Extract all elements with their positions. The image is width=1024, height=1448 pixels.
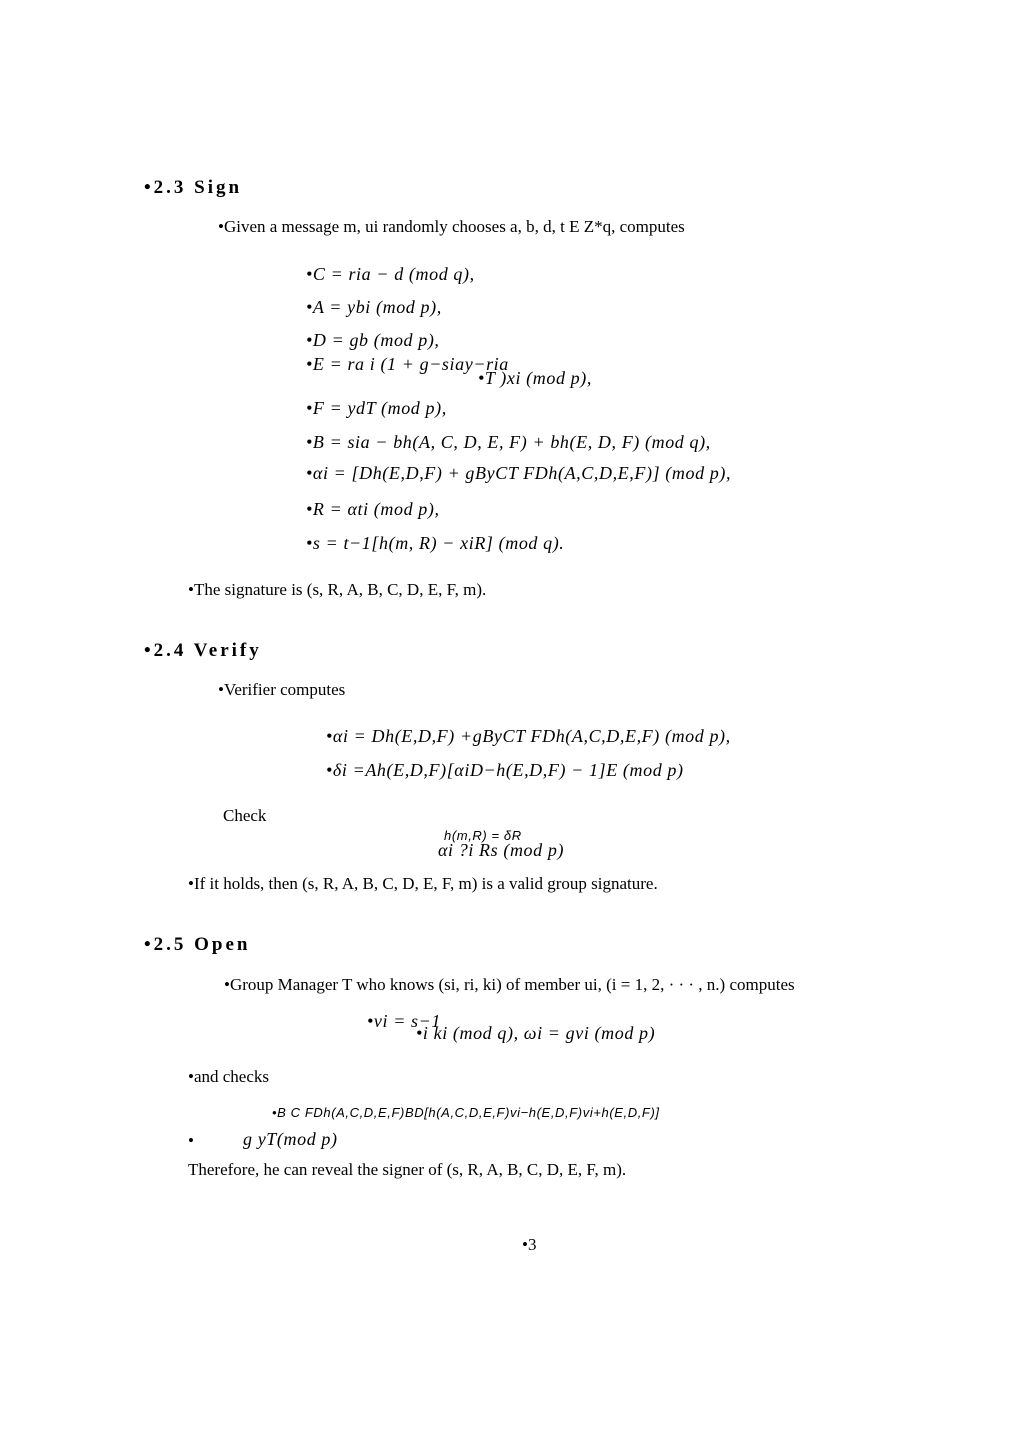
heading-text: •2.4 Verify [144, 640, 262, 661]
formula-c [306, 265, 475, 283]
page-number [522, 1236, 536, 1253]
formula-alpha [306, 464, 731, 482]
formula-e-top-text: •E = ra i (1 + g−siay−ria [306, 354, 509, 374]
verify-intro-text: •Verifier computes [218, 680, 346, 699]
signature-text: •The signature is (s, R, A, B, C, D, E, F, m). [188, 580, 487, 599]
open-check-line1 [272, 1106, 660, 1119]
open-check-bullet [188, 1132, 194, 1149]
checks-label [188, 1068, 269, 1085]
page-number-text: •3 [522, 1235, 537, 1254]
heading-text: •2.5 Open [144, 934, 251, 955]
formula-f [306, 399, 447, 417]
formula-r [306, 500, 440, 518]
formula-e-bottom [478, 369, 592, 387]
checks-label-text: •and checks [188, 1067, 269, 1086]
signature-line [188, 581, 486, 598]
open-formula-bottom-text: •i ki (mod q), ωi = gvi (mod p) [416, 1023, 656, 1043]
verify-conclusion-text: •If it holds, then (s, R, A, B, C, D, E, F, m) is a valid group signature. [188, 874, 658, 893]
formula-b [306, 433, 711, 451]
check-equation-bottom [438, 841, 564, 859]
heading-text: •2.3 Sign [144, 177, 243, 198]
check-label [223, 807, 266, 824]
check-label-text: Check [223, 806, 267, 825]
section-heading-open [144, 935, 251, 954]
open-intro [224, 976, 795, 993]
formula-b-text: •B = sia − bh(A, C, D, E, F) + bh(E, D, F) (mod q), [306, 432, 711, 452]
formula-a [306, 298, 442, 316]
open-check-line2 [243, 1130, 338, 1148]
sign-intro-text: •Given a message m, ui randomly chooses a, b, d, t E Z*q, computes [218, 217, 685, 236]
open-formula-top-text: •vi = s−1 [367, 1011, 441, 1031]
formula-a-text: •A = ybi (mod p), [306, 297, 442, 317]
open-intro-text: •Group Manager T who knows (si, ri, ki) of member ui, (i = 1, 2, · · · , n.) computes [224, 975, 795, 994]
formula-f-text: •F = ydT (mod p), [306, 398, 447, 418]
verify-formula-delta-text: •δi =Ah(E,D,F)[αiD−h(E,D,F) − 1]E (mod p) [326, 760, 684, 780]
verify-formula-delta [326, 761, 684, 779]
formula-d [306, 331, 440, 349]
verify-intro [218, 681, 345, 698]
sign-intro [218, 218, 685, 235]
open-formula-bottom [416, 1024, 655, 1042]
open-check-line2-text: g yT(mod p) [243, 1129, 338, 1149]
verify-formula-alpha [326, 727, 731, 745]
open-check-bullet-text: • [188, 1131, 194, 1150]
formula-c-text: •C = ria − d (mod q), [306, 264, 475, 284]
check-top-text: h(m,R) = δR [444, 828, 522, 843]
verify-formula-alpha-text: •αi = Dh(E,D,F) +gByCT FDh(A,C,D,E,F) (mod p), [326, 726, 731, 746]
formula-s [306, 534, 564, 552]
open-conclusion [188, 1161, 626, 1178]
formula-r-text: •R = αti (mod p), [306, 499, 440, 519]
section-heading-sign [144, 178, 242, 197]
formula-s-text: •s = t−1[h(m, R) − xiR] (mod q). [306, 533, 565, 553]
open-check-line1-text: •B C FDh(A,C,D,E,F)BD[h(A,C,D,E,F)vi−h(E,D,F)vi+h(E,D,F)] [272, 1105, 660, 1120]
check-bottom-text: αi ?i Rs (mod p) [438, 840, 565, 860]
open-conclusion-text: Therefore, he can reveal the signer of (s, R, A, B, C, D, E, F, m). [188, 1160, 627, 1179]
formula-alpha-text: •αi = [Dh(E,D,F) + gByCT FDh(A,C,D,E,F)] (mod p), [306, 463, 732, 483]
formula-e-bottom-text: •T )xi (mod p), [478, 368, 592, 388]
section-heading-verify [144, 641, 262, 660]
formula-d-text: •D = gb (mod p), [306, 330, 440, 350]
verify-conclusion [188, 875, 658, 892]
